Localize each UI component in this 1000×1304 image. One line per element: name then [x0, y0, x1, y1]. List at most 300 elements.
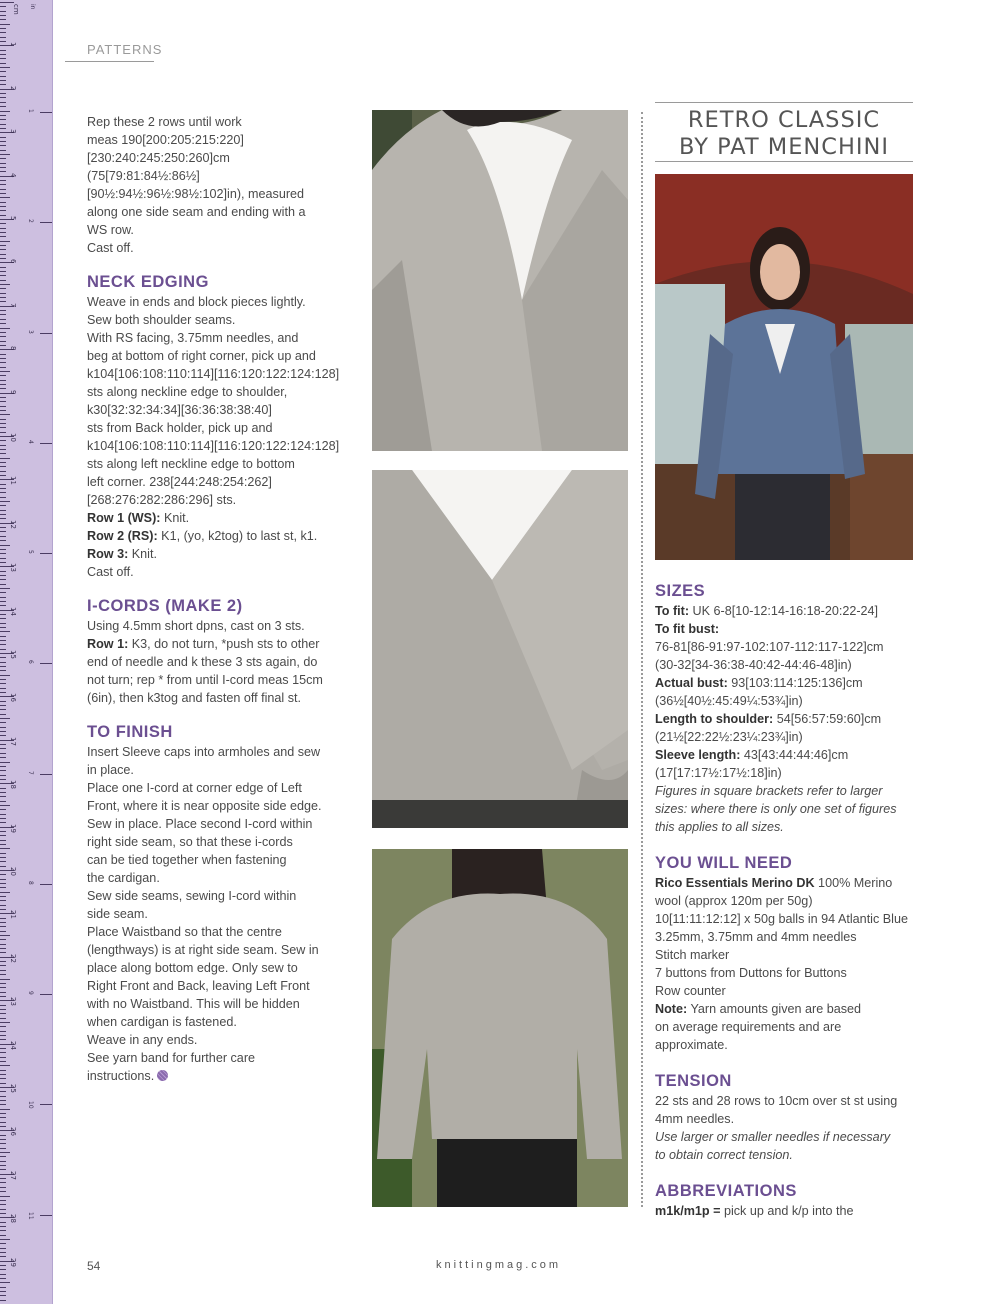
ruler-tick [0, 1113, 6, 1114]
ruler-cm-number: 14 [9, 606, 17, 616]
ruler-tick [0, 1009, 6, 1010]
ruler-tick [0, 688, 6, 689]
ruler-tick [0, 245, 6, 246]
ruler-tick [0, 462, 6, 463]
ruler-tick [0, 358, 6, 359]
neck-lines-line: Sew both shoulder seams. [87, 313, 236, 327]
ruler-tick [0, 37, 6, 38]
ruler-tick [0, 141, 6, 142]
ruler-tick [0, 553, 6, 554]
finish-lines-line: in place. [87, 763, 134, 777]
ruler-tick [0, 297, 6, 298]
tension-line-2: 4mm needles. [655, 1112, 735, 1126]
intro-line: WS row. [87, 223, 134, 237]
ruler-tick [0, 965, 6, 966]
ruler-tick [0, 883, 6, 884]
photo-wrap-front [372, 470, 628, 828]
ruler-tick [0, 505, 6, 506]
ruler-cm-number: 6 [9, 259, 17, 264]
ruler-tick [0, 154, 10, 155]
finish-lines-line: the cardigan. [87, 871, 160, 885]
ruler-tick [0, 614, 6, 615]
ruler-tick [0, 840, 6, 841]
yarn-ball-icon [157, 1070, 168, 1081]
ruler-tick [0, 1096, 6, 1097]
neck-lines-line: sts from Back holder, pick up and [87, 421, 273, 435]
ruler-tick [0, 375, 6, 376]
ruler-tick [0, 562, 6, 563]
neck-lines-line: left corner. 238[244:248:254:262] [87, 475, 272, 489]
ruler-tick [0, 410, 6, 411]
tension-note-2: to obtain correct tension. [655, 1148, 793, 1162]
yarn-line: Rico Essentials Merino DK 100% Merino [655, 876, 893, 890]
neck-row-2: Row 2 (RS): K1, (yo, k2tog) to last st, k1. [87, 529, 318, 543]
neck-lines-line: sts along left neckline edge to bottom [87, 457, 295, 471]
ruler-tick [0, 1048, 6, 1049]
ruler-tick [0, 2, 14, 3]
ruler-tick [0, 588, 10, 589]
ruler-tick [0, 1165, 6, 1166]
finish-lines-line: right side seam, so that these i-cords [87, 835, 293, 849]
intro-line: Rep these 2 rows until work [87, 115, 242, 129]
sizes-bust-line-1: 76-81[86-91:97-102:107-112:117-122]cm [655, 640, 884, 654]
ruler-tick [0, 735, 6, 736]
intro-line: [230:240:245:250:260]cm [87, 151, 230, 165]
ruler-tick [0, 536, 6, 537]
sizes-heading: SIZES [655, 582, 706, 600]
ruler-tick [0, 1031, 6, 1032]
ruler-tick [0, 76, 6, 77]
ruler-tick [0, 362, 6, 363]
ruler-in-label: in [29, 4, 36, 10]
ruler-tick [0, 892, 10, 893]
intro-line: [90½:94½:96½:98½:102]in), measured [87, 187, 305, 201]
ruler-tick [0, 67, 10, 68]
ruler-inch-number: 11 [27, 1211, 34, 1220]
ruler-tick [0, 1083, 6, 1084]
ruler-tick [0, 427, 6, 428]
ruler-tick [0, 644, 6, 645]
ruler-tick [0, 926, 6, 927]
ruler-tick [0, 1300, 6, 1301]
ruler-tick [0, 484, 6, 485]
ruler-tick [0, 323, 6, 324]
need-lines-line: 10[11:11:12:12] x 50g balls in 94 Atlantic Blue [655, 912, 908, 926]
ruler-tick [0, 501, 10, 502]
ruler-tick [0, 857, 6, 858]
ruler-tick [0, 1196, 10, 1197]
ruler-cm-number: 20 [9, 867, 17, 876]
ruler-inch-number: 6 [27, 660, 34, 665]
neck-lines-line: k104[106:108:110:114][116:120:122:124:128] [87, 439, 340, 453]
ruler-tick [0, 1248, 6, 1249]
ruler-tick [0, 171, 6, 172]
photo-back-view [372, 849, 628, 1207]
ruler-tick [0, 831, 6, 832]
ruler-tick [0, 935, 10, 936]
ruler-tick [0, 258, 6, 259]
ruler-tick [0, 666, 6, 667]
ruler-tick [0, 601, 6, 602]
sizes-note-3: this applies to all sizes. [655, 820, 784, 834]
ruler-tick [0, 332, 6, 333]
ruler-tick [0, 909, 6, 910]
ruler-tick [0, 1148, 6, 1149]
ruler-cm-number: 23 [9, 997, 17, 1007]
ruler-tick [0, 1091, 6, 1092]
ruler-tick [0, 163, 6, 164]
ruler-tick [0, 866, 6, 867]
ruler-tick [0, 475, 6, 476]
ruler-tick [0, 458, 10, 459]
ruler-tick [0, 814, 6, 815]
sizes-to-fit: To fit: UK 6-8[10-12:14-16:18-20:22-24] [655, 604, 879, 618]
section-label: PATTERNS [87, 42, 163, 57]
ruler-tick [0, 944, 6, 945]
ruler-tick [0, 796, 6, 797]
ruler-tick [0, 748, 6, 749]
ruler-inch-number: 7 [27, 770, 34, 775]
ruler-tick [0, 210, 6, 211]
ruler-cm-number: 5 [9, 216, 17, 221]
ruler-tick [0, 922, 6, 923]
neck-row-1: Row 1 (WS): Knit. [87, 511, 190, 525]
column-divider [641, 112, 643, 1207]
ruler-cm-number: 25 [9, 1084, 17, 1093]
ruler-tick [0, 1252, 6, 1253]
sizes-length: Length to shoulder: 54[56:57:59:60]cm [655, 712, 882, 726]
ruler-cm-label: cm [12, 4, 20, 15]
ruler-tick [0, 397, 6, 398]
ruler-tick [0, 623, 6, 624]
photo-model-blue-cardigan [655, 174, 913, 560]
ruler-tick [0, 861, 6, 862]
sizes-note-1: Figures in square brackets refer to larger [655, 784, 883, 798]
ruler-tick [0, 1074, 6, 1075]
ruler-tick [0, 1213, 6, 1214]
finish-lines-line: Sew side seams, sewing I-cord within [87, 889, 297, 903]
ruler-tick [0, 1139, 6, 1140]
yarn-note: Note: Yarn amounts given are based [655, 1002, 862, 1016]
ruler-tick [0, 1013, 6, 1014]
ruler-tick [0, 636, 6, 637]
materials-list [655, 892, 917, 1000]
ruler-tick [0, 453, 6, 454]
ruler-tick [0, 288, 6, 289]
ruler-tick [0, 115, 6, 116]
need-lines-line: Stitch marker [655, 948, 730, 962]
neck-end: Cast off. [87, 565, 134, 579]
ruler-tick [0, 1204, 6, 1205]
ruler-tick [0, 722, 6, 723]
ruler-tick [0, 1200, 6, 1201]
section-rule [65, 61, 154, 62]
ruler-tick [0, 384, 6, 385]
ruler-tick [0, 41, 6, 42]
abbreviation-m1k: m1k/m1p = pick up and k/p into the [655, 1204, 854, 1218]
ruler-tick [0, 367, 6, 368]
ruler-tick [0, 714, 6, 715]
ruler-tick [0, 202, 6, 203]
finish-lines-line: place along bottom edge. Only sew to [87, 961, 298, 975]
ruler-tick [0, 319, 6, 320]
need-lines-line: 7 buttons from Duttons for Buttons [655, 966, 847, 980]
ruler-tick [0, 267, 6, 268]
ruler-tick [0, 280, 6, 281]
photo-front-neckline [372, 110, 628, 451]
ruler-tick [0, 341, 6, 342]
ruler-tick [0, 97, 6, 98]
ruler-tick [0, 232, 6, 233]
ruler-tick [0, 679, 6, 680]
ruler-tick [0, 423, 6, 424]
ruler-inch-number: 9 [27, 991, 34, 995]
ruler-tick [0, 449, 6, 450]
ruler-tick [0, 1100, 6, 1101]
ruler-tick [0, 58, 6, 59]
ruler-cm-number: 10 [9, 433, 17, 442]
ruler-tick [0, 900, 6, 901]
ruler-tick [0, 15, 6, 16]
ruler-tick [0, 592, 6, 593]
ruler-tick [0, 314, 6, 315]
ruler-cm-number: 24 [9, 1040, 17, 1050]
finish-lines-line: can be tied together when fastening [87, 853, 287, 867]
ruler-inch-tick [40, 222, 52, 223]
ruler-tick [0, 223, 6, 224]
ruler-tick [0, 184, 6, 185]
ruler-tick [0, 896, 6, 897]
ruler-tick [0, 1243, 6, 1244]
neck-lines-line: [268:276:282:286:296] sts. [87, 493, 237, 507]
ruler-tick [0, 32, 6, 33]
ruler-inch-tick [40, 884, 52, 885]
ruler-tick [0, 701, 6, 702]
ruler-inch-tick [40, 1215, 52, 1216]
ruler-inch-tick [40, 443, 52, 444]
ruler-tick [0, 540, 6, 541]
ruler-tick [0, 1026, 6, 1027]
ruler-tick [0, 705, 6, 706]
finish-lines-line: Front, where it is near opposite side edge. [87, 799, 322, 813]
finish-lines-line: when cardigan is fastened. [87, 1015, 237, 1029]
ruler-inch-tick [40, 994, 52, 995]
ruler-tick [0, 992, 6, 993]
ruler-tick [0, 514, 6, 515]
neck-lines-line: k104[106:108:110:114][116:120:122:124:128] [87, 367, 340, 381]
need-lines-line: 3.25mm, 3.75mm and 4mm needles [655, 930, 857, 944]
ruler-tick [0, 805, 10, 806]
ruler-inch-number: 4 [27, 439, 34, 444]
ruler-tick [0, 905, 6, 906]
ruler-tick [0, 779, 6, 780]
ruler-tick [0, 874, 6, 875]
ruler-tick [0, 145, 6, 146]
ruler-tick [0, 1122, 6, 1123]
ruler-tick [0, 271, 6, 272]
ruler-tick [0, 531, 6, 532]
ruler-tick [0, 822, 6, 823]
ruler-cm-number: 29 [9, 1257, 17, 1267]
ruler-tick [0, 979, 10, 980]
yarn-note-line-2: on average requirements and are [655, 1020, 842, 1034]
neck-lines-line: sts along neckline edge to shoulder, [87, 385, 288, 399]
ruler-tick [0, 54, 6, 55]
ruler-tick [0, 571, 6, 572]
finish-last-line: instructions. [87, 1067, 349, 1085]
neck-edging-heading: NECK EDGING [87, 273, 209, 291]
ruler-tick [0, 1282, 10, 1283]
page-number: 54 [87, 1259, 101, 1273]
ruler-tick [0, 775, 6, 776]
pattern-info-column [655, 580, 917, 1220]
neck-row-3: Row 3: Knit. [87, 547, 157, 561]
ruler-tick [0, 683, 6, 684]
ruler-tick [0, 1057, 6, 1058]
ruler-tick [0, 1187, 6, 1188]
ruler-tick [0, 380, 6, 381]
ruler-tick [0, 549, 6, 550]
title-line-2: BY PAT MENCHINI [679, 134, 889, 160]
ruler-tick [0, 284, 10, 285]
ruler-tick [0, 718, 10, 719]
ruler-tick [0, 71, 6, 72]
ruler-cm-number: 21 [9, 910, 17, 920]
ruler-tick [0, 788, 6, 789]
ruler-tick [0, 354, 6, 355]
ruler-tick [0, 158, 6, 159]
ruler-tick [0, 818, 6, 819]
yarn-note-line-3: approximate. [655, 1038, 728, 1052]
ruler-tick [0, 640, 6, 641]
tension-note-1: Use larger or smaller needles if necessary [655, 1130, 891, 1144]
ruler-tick [0, 675, 10, 676]
ruler-inch-tick [40, 553, 52, 554]
ruler-tick [0, 918, 6, 919]
ruler-tick [0, 106, 6, 107]
icords-row-1: Row 1: K3, do not turn, *push sts to other end of needle and k these 3 sts again, do not turn; rep * from until I-cord meas 15cm (6in), then k3tog and fasten off final st. [87, 637, 323, 705]
ruler-tick [0, 1143, 6, 1144]
ruler-tick [0, 887, 6, 888]
ruler-tick [0, 84, 6, 85]
sizes-note-2: sizes: where there is only one set of figures [655, 802, 897, 816]
ruler-tick [0, 952, 6, 953]
ruler-tick [0, 996, 6, 997]
ruler-tick [0, 301, 6, 302]
to-finish-heading: TO FINISH [87, 723, 173, 741]
ruler-tick [0, 111, 10, 112]
ruler-inch-tick [40, 1104, 52, 1105]
intro-line: (75[79:81:84½:86½] [87, 169, 200, 183]
neck-edging-text [87, 293, 349, 509]
ruler-tick [0, 762, 10, 763]
instructions-column [87, 113, 349, 1085]
sizes-sleeve-in: (17[17:17½:17½:18]in) [655, 766, 782, 780]
ruler-tick [0, 770, 6, 771]
ruler-tick [0, 1135, 6, 1136]
ruler-tick [0, 510, 6, 511]
ruler-cm-number: 19 [9, 823, 17, 833]
ruler-tick [0, 1230, 6, 1231]
ruler-tick [0, 627, 6, 628]
ruler-tick [0, 1052, 6, 1053]
ruler-cm-number: 22 [9, 953, 17, 963]
ruler-tick [0, 445, 6, 446]
ruler-tick [0, 1226, 6, 1227]
ruler-tick [0, 948, 6, 949]
abbreviations-heading: ABBREVIATIONS [655, 1182, 797, 1200]
ruler-tick [0, 466, 6, 467]
ruler-tick [0, 432, 6, 433]
ruler-tick [0, 50, 6, 51]
ruler-tick [0, 275, 6, 276]
finish-lines-line: Place one I-cord at corner edge of Left [87, 781, 302, 795]
ruler-tick [0, 575, 6, 576]
intro-line: along one side seam and ending with a [87, 205, 306, 219]
ruler-tick [0, 1274, 6, 1275]
ruler-tick [0, 497, 6, 498]
ruler-tick [0, 844, 6, 845]
ruler-tick [0, 987, 6, 988]
ruler-tick [0, 1018, 6, 1019]
you-will-need-heading: YOU WILL NEED [655, 854, 793, 872]
ruler-tick [0, 657, 6, 658]
ruler-inch-tick [40, 112, 52, 113]
ruler-tick [0, 848, 10, 849]
ruler-tick [0, 605, 6, 606]
ruler-tick [0, 597, 6, 598]
finish-lines-line: Place Waistband so that the centre [87, 925, 282, 939]
ruler-cm-number: 7 [9, 302, 17, 308]
ruler-tick [0, 558, 6, 559]
ruler-tick [0, 28, 6, 29]
ruler-tick [0, 1256, 6, 1257]
ruler-tick [0, 879, 6, 880]
ruler-tick [0, 1126, 6, 1127]
sizes-to-fit-bust-label: To fit bust: [655, 622, 720, 636]
title-line-1: RETRO CLASSIC [687, 107, 881, 133]
ruler-cm-number: 8 [9, 346, 17, 351]
ruler-inch-number: 8 [27, 880, 34, 885]
ruler-tick [0, 1278, 6, 1279]
ruler-tick [0, 983, 6, 984]
ruler-tick [0, 124, 6, 125]
ruler-tick [0, 1156, 6, 1157]
ruler-tick [0, 180, 6, 181]
ruler-tick [0, 1061, 6, 1062]
ruler-tick [0, 931, 6, 932]
ruler-tick [0, 1005, 6, 1006]
ruler-tick [0, 670, 6, 671]
ruler-inch-number: 10 [27, 1101, 34, 1109]
ruler-tick [0, 215, 6, 216]
ruler-tick [0, 1104, 6, 1105]
ruler-cm-number: 28 [9, 1214, 17, 1224]
ruler-tick [0, 254, 6, 255]
neck-lines-line: Weave in ends and block pieces lightly. [87, 295, 306, 309]
ruler-inch-number: 1 [27, 109, 34, 114]
ruler-tick [0, 974, 6, 975]
website-url: knittingmag.com [436, 1259, 562, 1271]
ruler-tick [0, 128, 6, 129]
ruler-tick [0, 1222, 6, 1223]
ruler-cm-number: 16 [9, 693, 17, 703]
ruler-tick [0, 545, 10, 546]
sizes-actual-bust-in: (36½[40½:45:49¼:53¾]in) [655, 694, 803, 708]
ruler-tick [0, 731, 6, 732]
ruler-tick [0, 584, 6, 585]
ruler-tick [0, 1039, 6, 1040]
